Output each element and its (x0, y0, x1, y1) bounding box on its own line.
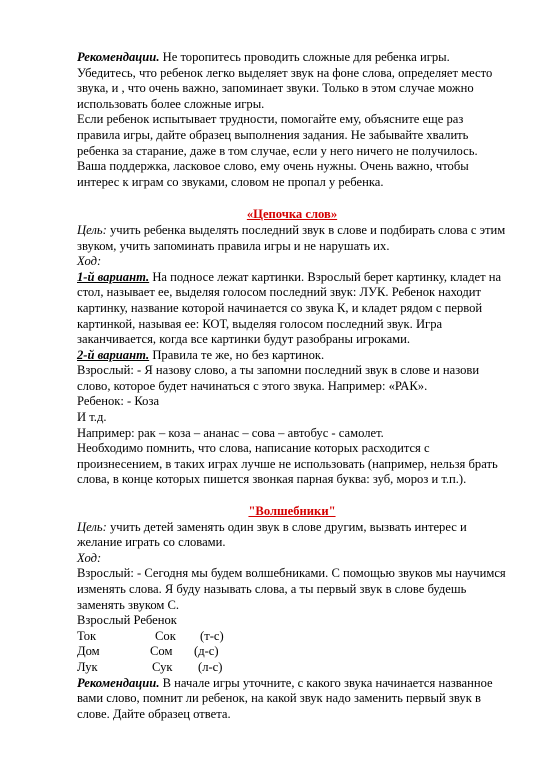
child-word: Сом (150, 644, 173, 659)
word-table (77, 629, 507, 676)
recommendations-label: Рекомендации. (77, 50, 160, 64)
game-title-wizards: "Волшебники" (248, 504, 336, 519)
sound-pair: (л-с) (198, 659, 223, 674)
etc-line: И т.д. (77, 410, 107, 425)
progress-label-2: Ход: (77, 550, 102, 565)
recommendations-label: Рекомендации. (77, 675, 160, 690)
goal-label: Цель: (77, 222, 107, 237)
variant-2-label: 2-й вариант. (77, 347, 150, 362)
child-line: Ребенок: - Коза (77, 394, 160, 409)
goal-paragraph (77, 223, 507, 254)
variant-2-text: Правила те же, но без картинок. (149, 347, 325, 362)
adult-line-2: Взрослый: - Сегодня мы будем волшебниками. С помощью звуков мы научимся изменять слова. Я буду называть слова, а ты первый звук в слове будешь заменять звуком С. (77, 566, 506, 612)
goal-text: учить ребенка выделять последний звук в слове и подбирать слова с этим звуком, учить запоминать правила игры и не нарушать их. (77, 222, 506, 253)
recommendations-paragraph (77, 676, 507, 723)
game-title-word-chain: «Цепочка слов» (246, 207, 338, 222)
goal-label: Цель: (77, 519, 107, 534)
intro-paragraph (77, 50, 507, 112)
example-line: Например: рак – коза – ананас – сова – автобус - самолет. (77, 425, 384, 440)
table-row (77, 660, 507, 676)
table-row (77, 629, 507, 645)
progress-label: Ход: (77, 254, 102, 269)
document-body (77, 50, 507, 723)
variant-1-label: 1-й вариант. (77, 269, 150, 284)
adult-word: Лук (77, 659, 98, 674)
adult-word: Ток (77, 628, 97, 643)
variant-2-paragraph (77, 348, 507, 364)
sound-pair: (д-с) (194, 644, 219, 659)
child-word: Сок (155, 628, 176, 643)
recommendations-text: В начале игры уточните, с какого звука начинается названное вами слово, помнит ли ребенок, на какой звук надо заменить первый звук в слове. Дайте образец ответа. (77, 675, 493, 721)
variant-1-paragraph (77, 270, 507, 348)
goal-text: учить детей заменять один звук в слове другим, вызвать интерес и желание играть со словами. (77, 519, 467, 550)
child-word: Сук (152, 659, 173, 674)
table-header: Взрослый Ребенок (77, 613, 177, 628)
adult-line: Взрослый: - Я назову слово, а ты запомни последний звук в слове и назови слово, которое будет начинаться с этого звука. Например: «РАК». (77, 363, 480, 393)
note-paragraph: Необходимо помнить, что слова, написание которых расходится с произнесением, в таких играх лучше не использовать (например, нельзя брать слова, в конце которых пишется звонкая парная буква: зуб, мороз и т.п.). (77, 441, 498, 487)
adult-word: Дом (77, 644, 100, 659)
variant-1-text: На подносе лежат картинки. Взрослый берет картинку, кладет на стол, называет ее, выделяя голосом последний звук: ЛУК. Ребенок находит картинку, название которой начинается со звука К, и кладет рядом с первой картинкой, называя ее: КОТ, выделяя голосом последний звук. Игра заканчивается, когда все картинки будут разобраны игроками. (77, 269, 502, 347)
goal-paragraph-2 (77, 520, 507, 551)
sound-pair: (т-с) (200, 628, 224, 643)
intro-paragraph-2: Если ребенок испытывает трудности, помогайте ему, объясните еще раз правила игры, дайте образец выполнения задания. Не забывайте хвалить ребенка за старание, даже в том случае, если у него ничего не получилось. Ваша поддержка, ласковое слово, ему очень нужны. Очень важно, чтобы интерес к играм со звуками, словом не пропал у ребенка. (77, 112, 478, 189)
table-row (77, 644, 507, 660)
intro-text: Не торопитесь проводить сложные для ребенка игры. Убедитесь, что ребенок легко выделяет звук на фоне слова, определяет место звука, и , что очень важно, запоминает звуки. Только в этом случае можно использовать более сложные игры. (77, 50, 493, 111)
